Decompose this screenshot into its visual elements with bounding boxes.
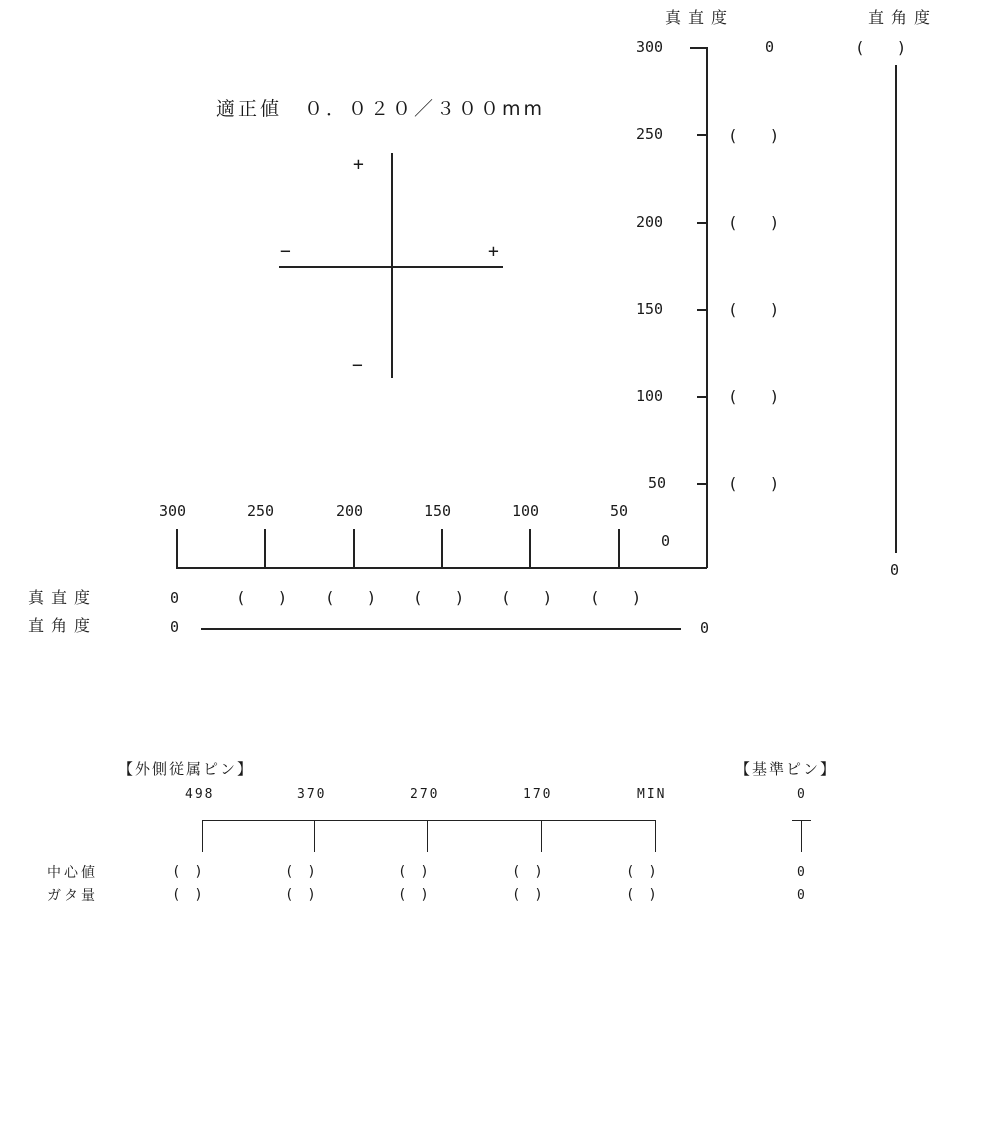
value-bracket: ( ) <box>512 864 543 880</box>
vertical-tick-150 <box>697 309 707 311</box>
value-bracket: ( ) <box>728 126 780 145</box>
horizontal-tick-200 <box>353 529 355 568</box>
value-bracket: ( ) <box>325 588 377 607</box>
horizontal-tick-label: 300 <box>159 502 187 520</box>
straightness-value-300: 0 <box>765 38 775 56</box>
cross-minus-left: − <box>280 241 291 262</box>
vertical-axis-line <box>706 47 708 568</box>
value-bracket: ( ) <box>728 387 780 406</box>
h-squareness-line <box>201 628 681 630</box>
vertical-tick-200 <box>697 222 707 224</box>
value-bracket: ( ) <box>398 864 429 880</box>
value-bracket: ( ) <box>501 588 553 607</box>
value-bracket: ( ) <box>285 864 316 880</box>
h-squareness-end-value: 0 <box>700 619 710 637</box>
value-bracket: ( ) <box>626 887 657 903</box>
squareness-bottom-value: 0 <box>890 561 900 579</box>
vertical-tick-300 <box>690 47 707 49</box>
horizontal-tick-label: 150 <box>424 502 452 520</box>
outer-pin-tick-270 <box>427 820 428 852</box>
outer-pin-header: 【外側従属ピン】 <box>118 760 255 778</box>
outer-position-label: 270 <box>410 787 440 802</box>
vertical-tick-label: 50 <box>648 474 667 492</box>
squareness-column-header: 直角度 <box>868 8 938 27</box>
proper-value-label: 適正値 ０．０２０／３００mm <box>216 98 546 120</box>
value-bracket: ( ) <box>172 887 203 903</box>
outer-pin-tick-170 <box>541 820 542 852</box>
outer-pin-line <box>202 820 656 821</box>
vertical-tick-50 <box>697 483 707 485</box>
value-bracket: ( ) <box>728 213 780 232</box>
cross-plus-top: + <box>353 154 364 175</box>
vertical-tick-250 <box>697 134 707 136</box>
value-bracket: ( ) <box>236 588 288 607</box>
outer-pin-tick-min <box>655 820 656 852</box>
outer-position-label: MIN <box>637 787 667 802</box>
horizontal-tick-label: 100 <box>512 502 540 520</box>
reference-position-label: 0 <box>797 787 805 802</box>
value-bracket: ( ) <box>398 887 429 903</box>
value-bracket: ( ) <box>285 887 316 903</box>
horizontal-tick-50 <box>618 529 620 568</box>
horizontal-tick-150 <box>441 529 443 568</box>
horizontal-tick-label: 250 <box>247 502 275 520</box>
value-bracket: ( ) <box>590 588 642 607</box>
value-bracket: ( ) <box>728 300 780 319</box>
cross-minus-bottom: − <box>352 355 363 376</box>
row-label-squareness: 直角度 <box>28 616 98 635</box>
vertical-tick-label: 150 <box>636 300 664 318</box>
squareness-vertical-line <box>895 65 897 553</box>
horizontal-tick-250 <box>264 529 266 568</box>
value-bracket: ( ) <box>728 474 780 493</box>
squareness-top-bracket: ( ) <box>855 38 907 57</box>
outer-position-label: 170 <box>523 787 553 802</box>
outer-pin-tick-370 <box>314 820 315 852</box>
vertical-tick-label: 250 <box>636 125 664 143</box>
row-label-play-amount: ガタ量 <box>47 888 98 904</box>
reference-play-value: 0 <box>797 888 805 903</box>
horizontal-tick-100 <box>529 529 531 568</box>
vertical-tick-label: 300 <box>636 38 664 56</box>
vertical-tick-label: 0 <box>661 532 671 550</box>
outer-position-label: 498 <box>185 787 215 802</box>
row-label-center-value: 中心値 <box>47 865 98 881</box>
outer-pin-tick-498 <box>202 820 203 852</box>
vertical-tick-100 <box>697 396 707 398</box>
row-label-straightness: 真直度 <box>28 588 98 607</box>
value-bracket: ( ) <box>512 887 543 903</box>
value-bracket: ( ) <box>626 864 657 880</box>
vertical-tick-label: 200 <box>636 213 664 231</box>
horizontal-tick-label: 200 <box>336 502 364 520</box>
cross-horizontal-line <box>279 266 503 268</box>
reference-center-value: 0 <box>797 865 805 880</box>
cross-plus-right: + <box>488 241 499 262</box>
straightness-column-header: 真直度 <box>665 8 735 27</box>
reference-pin-header: 【基準ピン】 <box>735 760 838 778</box>
reference-pin-stem <box>801 820 802 852</box>
outer-position-label: 370 <box>297 787 327 802</box>
h-straightness-start-value: 0 <box>170 589 180 607</box>
value-bracket: ( ) <box>172 864 203 880</box>
value-bracket: ( ) <box>413 588 465 607</box>
horizontal-tick-label: 50 <box>610 502 629 520</box>
h-squareness-start-value: 0 <box>170 618 180 636</box>
vertical-tick-label: 100 <box>636 387 664 405</box>
horizontal-tick-300 <box>176 529 178 568</box>
